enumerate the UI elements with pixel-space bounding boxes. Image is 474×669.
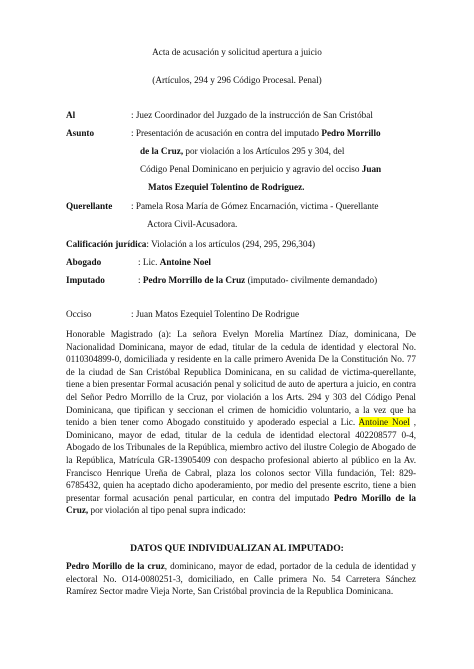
asunto-line-1 — [131, 127, 431, 140]
field-value-occiso: : Juan Matos Ezequiel Tolentino De Rodrigue — [131, 309, 300, 319]
paragraph-defendant-name: Pedro Morillo de la Cruz, — [66, 492, 416, 516]
field-label-abogado: Abogado — [66, 257, 102, 267]
field-label-imputado: Imputado — [66, 275, 105, 285]
asunto-text: : Presentación de acusación en contra del imputado — [131, 128, 322, 138]
asunto-name-cont: de la Cruz, — [140, 146, 184, 156]
field-value-al: : Juez Coordinador del Juzgado de la instrucción de San Cristóbal — [131, 110, 373, 120]
asunto-line-2 — [140, 145, 440, 158]
field-value-imputado — [138, 274, 377, 287]
imputado-rest: (imputado- civilmente demandado) — [245, 275, 378, 285]
paragraph-main-end: por violación al tipo penal supra indicado: — [88, 505, 246, 516]
field-asunto — [66, 127, 426, 197]
asunto-victim-name: Juan — [361, 164, 382, 174]
asunto-line-3 — [140, 163, 440, 176]
asunto-text-2: por violación a los Artículos 295 y 304, del — [183, 146, 345, 156]
paragraph-main — [66, 328, 416, 517]
section-heading: DATOS QUE INDIVIDUALIZAN AL IMPUTADO: — [130, 543, 344, 554]
field-label-asunto: Asunto — [66, 128, 95, 138]
document-title: Acta de acusación y solicitud apertura a juicio — [152, 47, 322, 57]
paragraph-defendant — [66, 560, 416, 598]
field-calificacion — [66, 238, 426, 251]
highlighted-lawyer-name: Antoine Noel — [358, 417, 410, 428]
imputado-prefix: : — [138, 275, 143, 285]
field-label-calificacion: Calificación jurídica — [66, 239, 147, 249]
field-label-al: Al — [66, 110, 76, 120]
field-label-querellante: Querellante — [66, 201, 113, 211]
field-value-abogado — [138, 256, 211, 269]
asunto-text-3: Código Penal Dominicano en perjuicio y agravio del occiso — [140, 164, 362, 174]
asunto-name: Pedro Morrillo — [321, 128, 381, 138]
paragraph-main-text-2: , Dominicano, mayor de edad, titular de la cedula de identidad electoral 402208577 0-4, Abogado de los Tribunales de la República, miembro activo del ilustre Colegio de Abogado de la República, Matrícula GR-13905409 con despacho profesional abierto al público en la Av. Francisco Henrique Ureña de Cabral, plaza los colonos sector Villa fundación, Tel: 829-6785432, quien ha aceptado dicho apoderamiento, por medio del presente escrito, tiene a bien presentar formal acusación penal particular, en contra del imputado — [66, 417, 416, 503]
field-label-occiso: Occiso — [66, 309, 92, 319]
paragraph-main-text: Honorable Magistrado (a): La señora Evelyn Morelia Martínez Díaz, dominicana, De Nacionalidad Dominicana, mayor de edad, titular de la cedula de identidad y electoral No. 0110304899-0, domiciliada y residente en la calle primero Avenida De la Constitución No. 77 de la ciudad de San Cristóbal Republica Dominicana, en su calidad de victima-querellante, tiene a bien presentar Formal acusación penal y solicitud de auto de apertura a juicio, en contra del Señor Pedro Morrillo de la Cruz, por violación a los Arts. 294 y 303 del Código Penal Dominicana, que tipifican y seccionan el crimen de homicidio voluntario, a la vez que ha tenido a bien tener como Abogado constituido y apoderado especial a Lic. — [66, 329, 416, 428]
imputado-name: Pedro Morrillo de la Cruz — [142, 275, 246, 285]
abogado-name: Antoine Noel — [159, 257, 211, 267]
paragraph-defendant-name-2: Pedro Morillo de la cruz — [66, 561, 165, 571]
field-value-querellante-2: Actora Civil-Acusadora. — [147, 219, 238, 229]
field-value-querellante: : Pamela Rosa María de Gómez Encarnación, victima - Querellante — [131, 201, 379, 211]
field-querellante — [66, 200, 426, 232]
asunto-line-4: Matos Ezequiel Tolentino de Rodriguez. — [148, 182, 305, 192]
field-value-calificacion: : Violación a los artículos (294, 295, 296,304) — [146, 239, 316, 249]
abogado-prefix: : Lic. — [138, 257, 160, 267]
paragraph-defendant-text: , dominicano, mayor de edad, portador de la cedula de identidad y electoral No. O14-0080251-3, domiciliado, en Calle primera No. 54 Carretera Sánchez Ramírez Sector madre Vieja Norte, San Cristóbal provincia de la Republica Dominicana. — [66, 561, 416, 597]
document-subtitle: (Artículos, 294 y 296 Código Procesal. Penal) — [152, 75, 322, 85]
